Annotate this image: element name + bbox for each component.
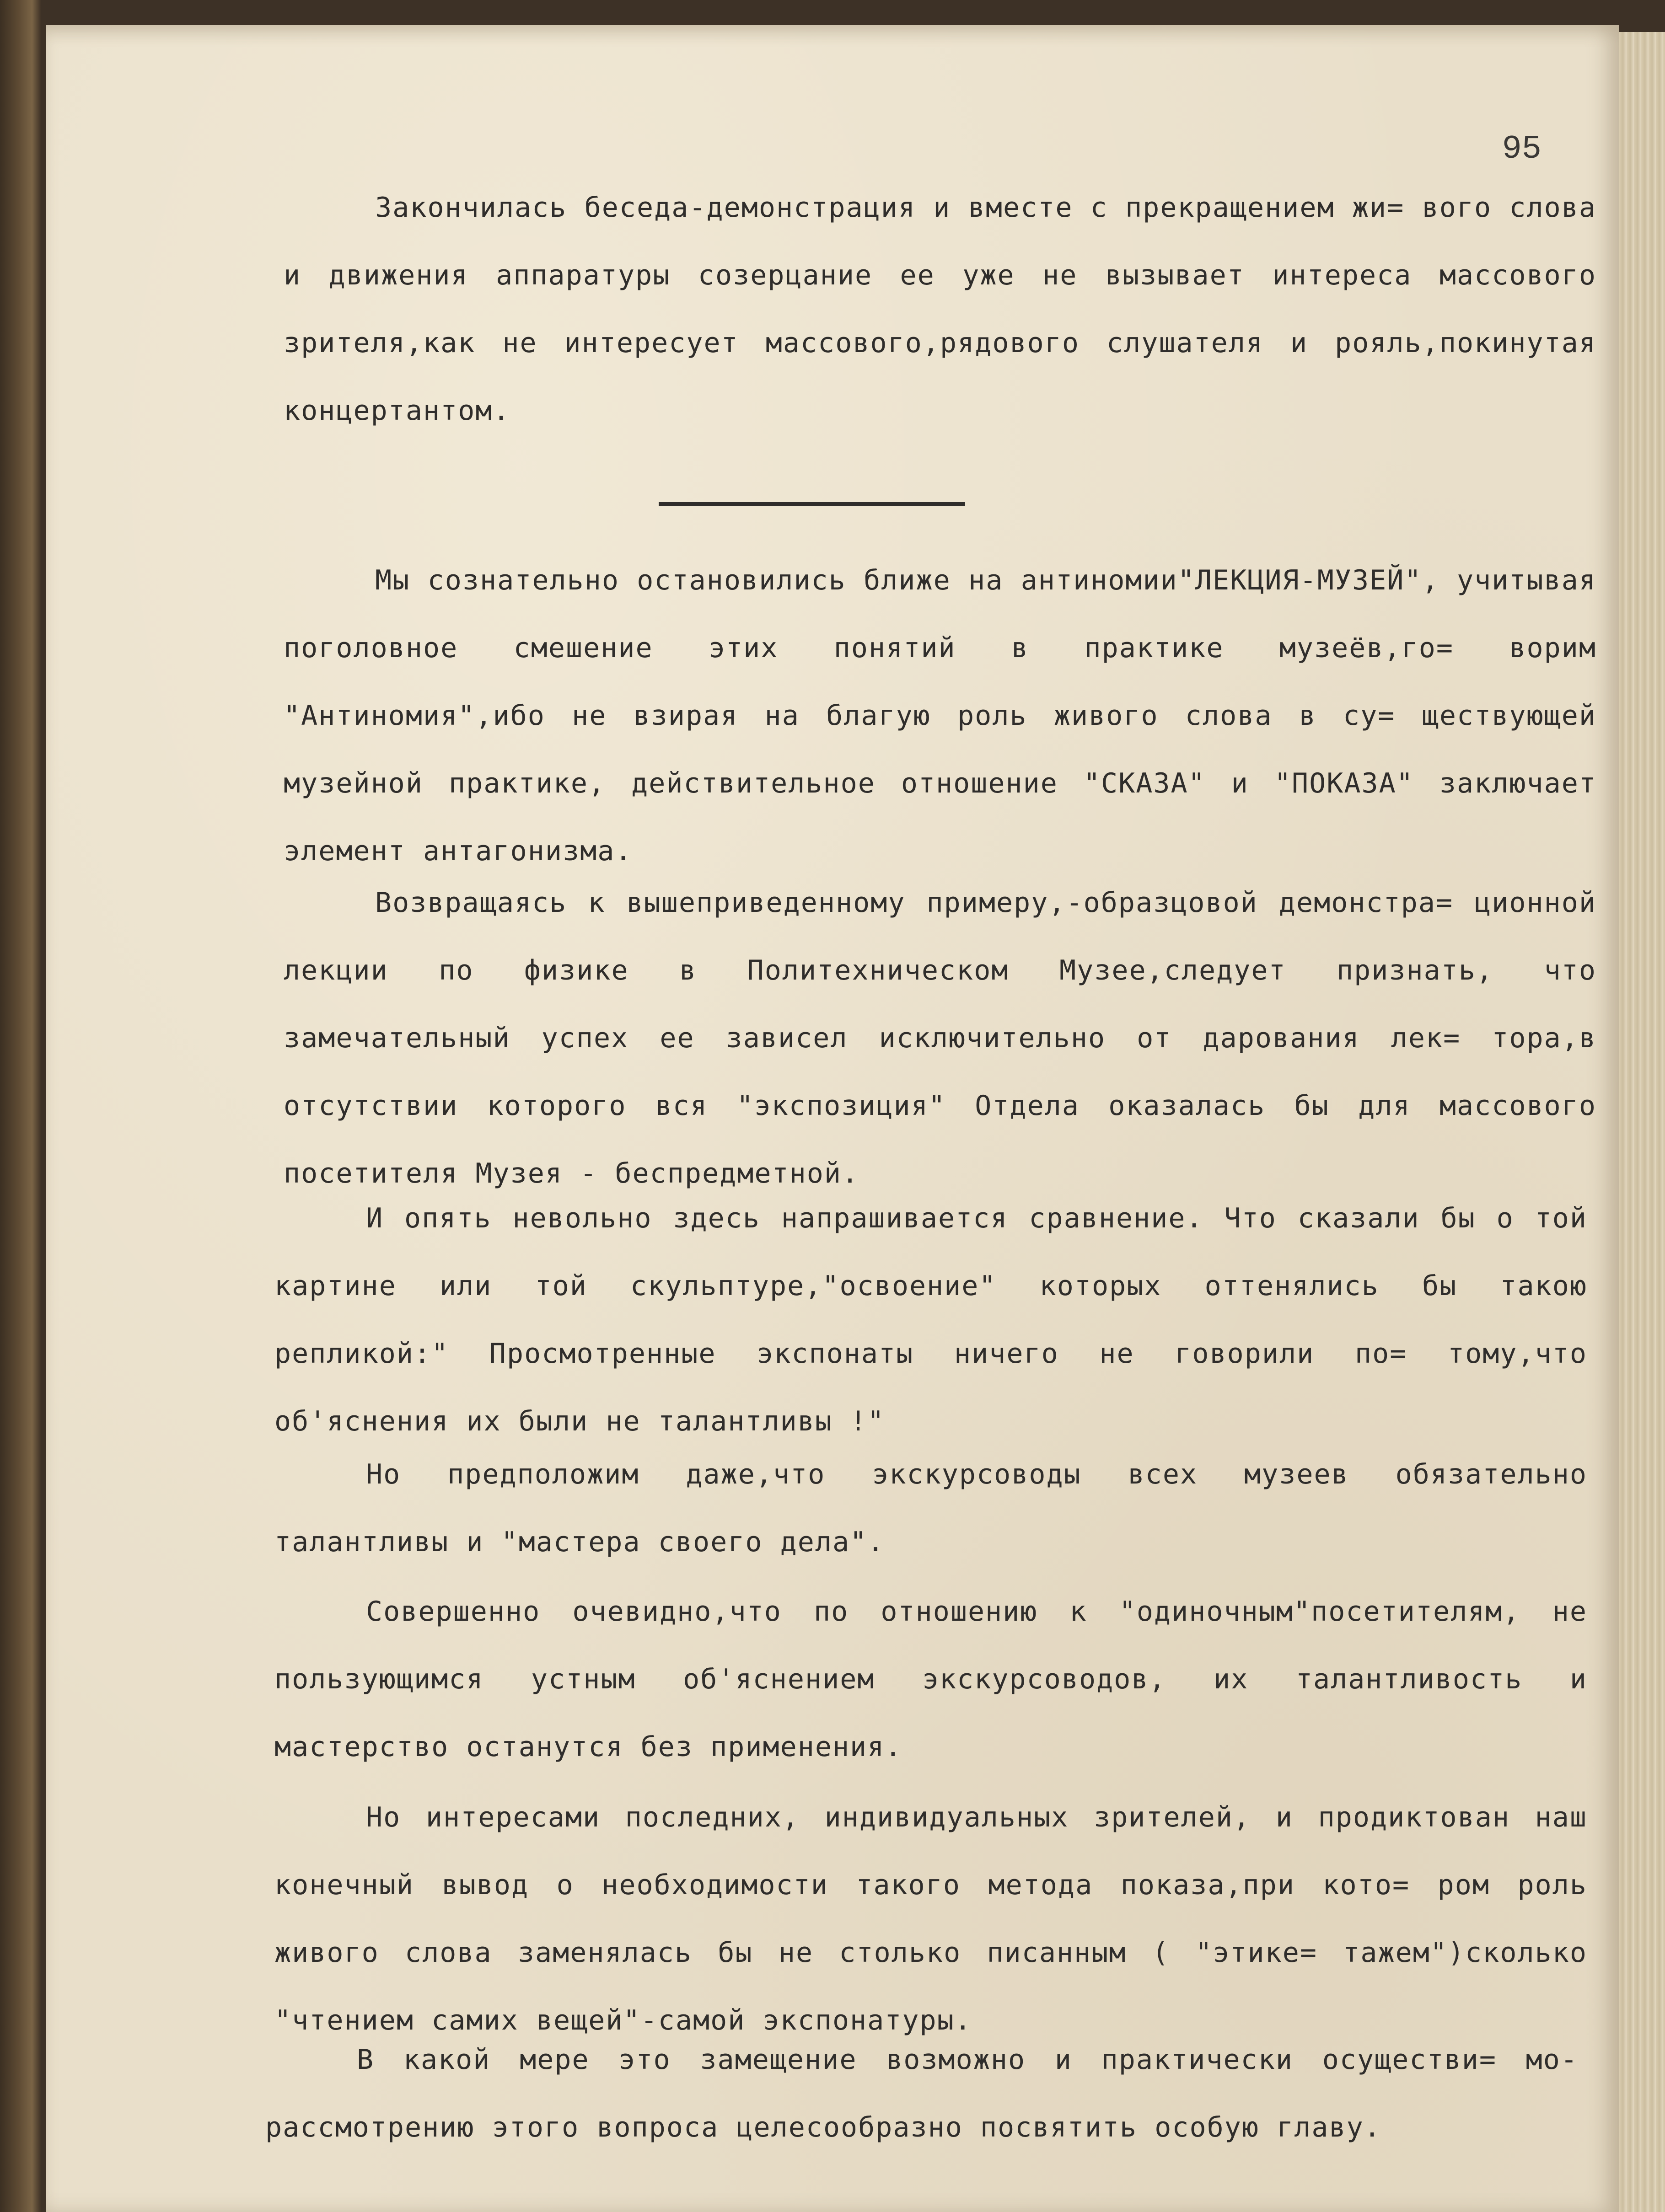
page-number: 95 bbox=[1502, 130, 1541, 168]
paragraph: Но предположим даже,что экскурсоводы всех музеев обязательно талантливы и "мастера своего дела". bbox=[274, 1458, 1587, 1558]
paragraph: Закончилась беседа-демонстрация и вместе с прекращением жи= вого слова и движения аппаратуры созерцание ее уже не вызывает интереса массового зрителя,как не интересует массового,рядового слушателя и рояль,покинутая концертантом. bbox=[284, 192, 1596, 427]
paragraph: Мы сознательно остановились ближе на антиномии"ЛЕКЦИЯ-МУЗЕЙ", учитывая поголовное смешение этих понятий в практике музеёв,го= ворим "Антиномия",ибо не взирая на благую роль живого слова в су= ществующей музейной практике, действительное отношение "СКАЗА" и "ПОКАЗА" заключает элемент антагонизма. bbox=[284, 564, 1596, 867]
stacked-page-edges bbox=[1619, 32, 1665, 2212]
section-divider bbox=[659, 502, 965, 506]
paragraph: И опять невольно здесь напрашивается сравнение. Что сказали бы о той картине или той скульптуре,"освоение" которых оттенялись бы такою репликой:" Просмотренные экспонаты ничего не говорили по= тому,что об'яснения их были не талантливы !" bbox=[274, 1202, 1587, 1437]
paragraph: Возвращаясь к вышеприведенному примеру,-образцовой демонстра= ционной лекции по физике в Политехническом Музее,следует признать, что замечательный успех ее зависел исключительно от дарования лек= тора,в отсутствии которого вся "экспозиция" Отдела оказалась бы для массового посетителя Музея - беспредметной. bbox=[284, 887, 1596, 1189]
paragraph: Совершенно очевидно,что по отношению к "одиночным"посетителям, не пользующимся устным об'яснением экскурсоводов, их талантливость и мастерство останутся без применения. bbox=[274, 1596, 1587, 1763]
paragraph: Но интересами последних, индивидуальных зрителей, и продиктован наш конечный вывод о необходимости такого метода показа,при кото= ром роль живого слова заменялась бы не столько писанным ( "этике= тажем")сколько "чтением самих вещей"-самой экспонатуры. bbox=[274, 1801, 1587, 2036]
paragraph: В какой мере это замещение возможно и практически осуществи= мо-рассмотрению этого вопроса целесообразно посвятить особую главу. bbox=[265, 2044, 1578, 2143]
